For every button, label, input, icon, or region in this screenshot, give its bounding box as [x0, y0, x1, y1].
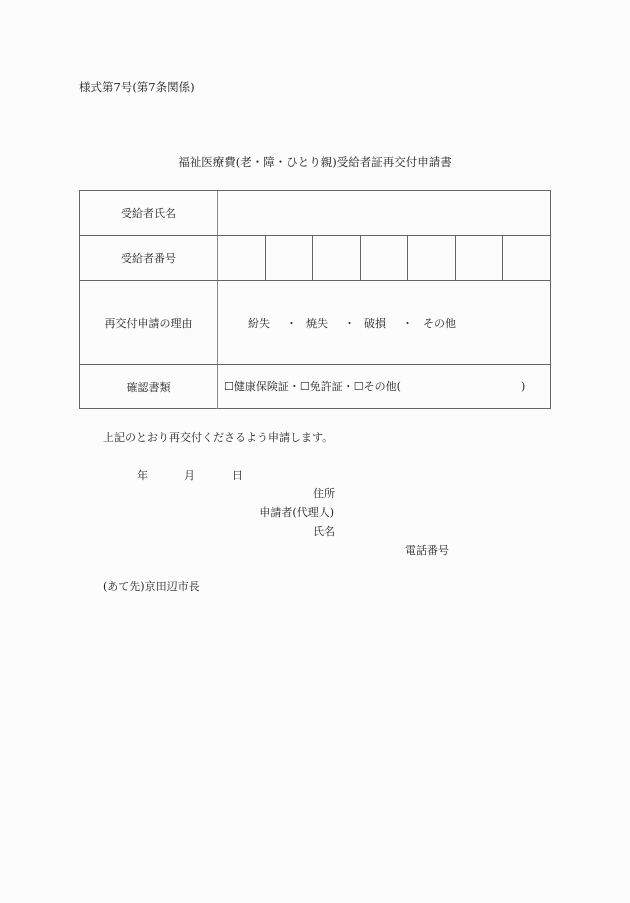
date-year-label: 年: [137, 469, 148, 482]
reissue-reason-options: [218, 281, 550, 364]
address-label: 住所: [313, 487, 335, 500]
recipient-name-label: 受給者氏名: [80, 191, 218, 235]
name-label: 氏名: [313, 525, 335, 538]
digit-boxes: [218, 236, 550, 280]
reissue-reason-row: [80, 281, 550, 365]
digit-box-1[interactable]: [218, 236, 266, 280]
reissue-reason-label: 再交付申請の理由: [80, 281, 218, 364]
digit-box-5[interactable]: [408, 236, 456, 280]
date-month-label: 月: [184, 469, 195, 482]
declaration-text: 上記のとおり再交付くださるよう申請します。: [103, 431, 334, 444]
confirmation-documents-label: 確認書類: [80, 365, 218, 409]
recipient-number-label: 受給者番号: [80, 236, 218, 280]
reason-separator: ・: [344, 317, 355, 330]
recipient-number-field: [218, 236, 550, 280]
phone-number-label: 電話番号: [405, 544, 449, 557]
date-day-label: 日: [232, 469, 243, 482]
application-form-table: [79, 190, 551, 409]
reason-option-lost[interactable]: 紛失: [248, 317, 270, 330]
recipient-number-row: [80, 236, 550, 281]
reason-separator: ・: [402, 317, 413, 330]
confirmation-documents-field: [218, 365, 550, 409]
digit-box-3[interactable]: [313, 236, 361, 280]
recipient-name-field[interactable]: [218, 191, 550, 235]
reason-option-damaged[interactable]: 破損: [364, 317, 386, 330]
digit-box-2[interactable]: [266, 236, 314, 280]
reason-option-other[interactable]: その他: [423, 317, 456, 330]
form-number: 様式第7号(第7条関係): [79, 80, 195, 94]
reason-option-burned[interactable]: 焼失: [306, 317, 328, 330]
digit-box-7[interactable]: [503, 236, 550, 280]
reason-separator: ・: [286, 317, 297, 330]
confirmation-documents-row: [80, 365, 550, 409]
digit-box-6[interactable]: [456, 236, 504, 280]
digit-box-4[interactable]: [361, 236, 409, 280]
other-document-closing-paren: ): [521, 380, 526, 393]
document-title: 福祉医療費(老・障・ひとり親)受給者証再交付申請書: [178, 155, 452, 169]
recipient-name-row: [80, 191, 550, 236]
addressee: (あて先)京田辺市長: [103, 580, 200, 593]
applicant-proxy-label: 申請者(代理人): [259, 506, 334, 519]
confirmation-documents-checkboxes[interactable]: ☐健康保険証・☐免許証・☐その他(: [224, 380, 401, 393]
